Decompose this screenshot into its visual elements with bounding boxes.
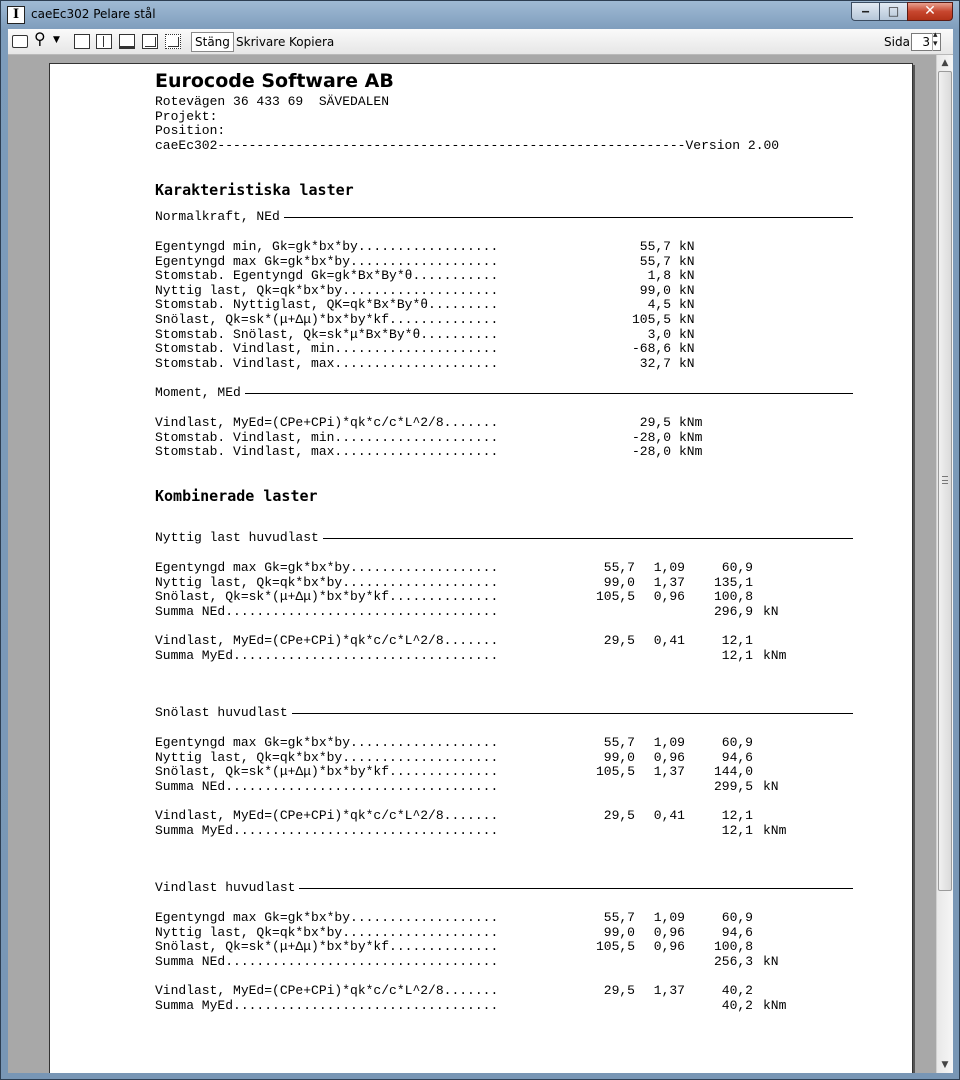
load-description: Stomstab. Nyttiglast, QK=qk*Bx*By*θ......... [155,298,499,313]
load-description: Stomstab. Vindlast, min..................... [155,342,499,357]
load-unit: kN [763,603,779,619]
load-value: -28,0 [631,429,671,445]
page-spinner[interactable] [932,33,941,51]
load-factor: 1,37 [653,574,685,590]
maximize-button[interactable] [879,2,907,21]
preview-area[interactable] [8,55,936,1073]
load-unit: kN [679,253,695,269]
two-page-icon[interactable] [96,34,112,49]
load-description: Nyttig last, Qk=qk*bx*by.................... [155,283,499,298]
load-unit: kNm [763,647,787,663]
load-unit: kNm [679,444,703,460]
load-factor: 1,09 [653,735,685,750]
vertical-scrollbar[interactable] [936,55,953,1073]
load-result: 12,1 [721,633,753,648]
load-value: 32,7 [639,355,671,371]
load-result: 94,6 [721,749,753,765]
subsection-normal-force [155,209,853,231]
load-description: Egentyngd max Gk=gk*bx*by................... [155,911,499,925]
project-label: Projekt: [155,109,218,124]
load-value: 29,5 [639,415,671,430]
load-description: Stomstab. Vindlast, max..................... [155,356,499,371]
load-description: Summa MyEd.................................. [155,998,499,1013]
load-value: 29,5 [603,633,635,648]
load-description: Snölast, Qk=sk*(μ+Δμ)*bx*by*kf.............. [155,940,499,955]
load-unit: kN [679,268,695,284]
load-value: 55,7 [639,253,671,269]
load-unit: kN [679,355,695,371]
load-value: 3,0 [647,326,671,342]
load-unit: kN [763,953,779,969]
chevron-down-icon[interactable]: ▼ [53,35,60,45]
load-description: Vindlast, MyEd=(CPe+CPi)*qk*c/c*L^2/8....... [155,634,499,648]
load-factor: 0,41 [653,808,685,823]
load-factor: 0,96 [653,924,685,940]
subsection-label: Vindlast huvudlast [155,881,299,896]
zoom-icon[interactable]: ⚲ [34,29,46,48]
load-value: -68,6 [631,341,671,357]
load-value: 29,5 [603,808,635,823]
load-description: Summa MyEd.................................. [155,648,499,663]
load-factor: 1,09 [653,560,685,575]
load-description: Egentyngd max Gk=gk*bx*by................... [155,561,499,575]
load-result: 144,0 [713,764,753,780]
load-value: 105,5 [595,939,635,955]
print-icon[interactable] [12,35,28,48]
company-name: Eurocode Software AB [155,70,394,92]
load-factor: 0,96 [653,939,685,955]
load-value: 55,7 [603,560,635,575]
scroll-thumb[interactable] [938,71,952,891]
subsection-combination [155,705,853,727]
report-page [49,63,913,1073]
load-description: Vindlast, MyEd=(CPe+CPi)*qk*c/c*L^2/8....... [155,416,499,430]
grip-icon [942,476,948,484]
section-title-combined: Kombinerade laster [155,487,318,505]
three-page-icon[interactable] [119,34,135,49]
load-factor: 0,96 [653,589,685,605]
load-result: 60,9 [721,560,753,575]
scroll-up-icon[interactable]: ▲ [941,58,949,68]
window-title: caeEc302 Pelare stål [31,7,156,21]
load-description: Summa NEd................................... [155,604,499,619]
load-unit: kNm [763,822,787,838]
load-factor: 0,41 [653,633,685,648]
company-address: Rotevägen 36 433 69 SÄVEDALEN [155,94,390,109]
load-result: 12,1 [721,808,753,823]
close-button[interactable]: Stäng [191,32,234,52]
load-unit: kNm [679,429,703,445]
load-description: Summa NEd................................... [155,779,499,794]
load-unit: kN [679,282,695,298]
page-number-input[interactable]: 3 [911,33,941,51]
load-result: 12,1 [721,647,753,663]
load-description: Stomstab. Vindlast, min..................... [155,430,499,445]
load-description: Stomstab. Snölast, Qk=sk*μ*Bx*By*θ.......... [155,327,499,342]
load-result: 60,9 [721,910,753,925]
load-factor: 1,37 [653,764,685,780]
load-value: 55,7 [639,239,671,254]
close-window-button[interactable] [907,2,953,21]
load-unit: kNm [679,415,703,430]
minimize-button[interactable] [851,2,879,21]
load-result: 256,3 [713,953,753,969]
load-value: 99,0 [603,749,635,765]
load-factor: 1,09 [653,910,685,925]
subsection-moment [155,385,853,407]
load-value: 105,5 [595,589,635,605]
load-result: 135,1 [713,574,753,590]
load-value: 1,8 [647,268,671,284]
load-unit: kN [763,778,779,794]
load-description: Nyttig last, Qk=qk*bx*by.................... [155,925,499,940]
load-value: 105,5 [631,311,671,327]
load-result: 60,9 [721,735,753,750]
load-description: Snölast, Qk=sk*(μ+Δμ)*bx*by*kf.............. [155,590,499,605]
load-description: Nyttig last, Qk=qk*bx*by.................... [155,750,499,765]
load-description: Egentyngd max Gk=gk*bx*by................... [155,736,499,750]
load-value: 29,5 [603,983,635,998]
load-description: Stomstab. Vindlast, max..................... [155,445,499,460]
load-value: 99,0 [603,574,635,590]
scroll-down-icon[interactable]: ▼ [941,1060,949,1070]
load-result: 100,8 [713,939,753,955]
load-value: 55,7 [603,735,635,750]
close-icon: ✕ [924,3,936,19]
load-description: Summa NEd................................... [155,954,499,969]
load-value: -28,0 [631,444,671,460]
maximize-icon: □ [887,4,900,18]
load-value: 105,5 [595,764,635,780]
one-page-icon[interactable] [74,34,90,49]
load-description: Egentyngd max Gk=gk*bx*by................... [155,254,499,269]
load-value: 55,7 [603,910,635,925]
subsection-combination [155,880,853,902]
load-description: Snölast, Qk=sk*(μ+Δμ)*bx*by*kf.............. [155,765,499,780]
load-unit: kN [679,341,695,357]
subsection-label: Nyttig last huvudlast [155,531,323,546]
title-bar[interactable] [1,1,959,29]
load-result: 40,2 [721,983,753,998]
load-description: Egentyngd min, Gk=gk*bx*by.................. [155,240,499,254]
subsection-label: Moment, MEd [155,386,245,401]
load-description: Vindlast, MyEd=(CPe+CPi)*qk*c/c*L^2/8....... [155,984,499,998]
program-version-line: caeEc302------------------------------------------------------------Version 2.00 [155,138,780,153]
minimize-icon: ‒ [861,4,870,18]
load-result: 12,1 [721,822,753,838]
load-value: 4,5 [647,297,671,313]
load-unit: kN [679,239,695,254]
load-result: 100,8 [713,589,753,605]
load-unit: kN [679,326,695,342]
load-result: 296,9 [713,603,753,619]
toolbar [8,29,953,55]
app-icon: I [7,6,25,24]
load-unit: kNm [763,997,787,1013]
load-description: Summa MyEd.................................. [155,823,499,838]
load-factor: 1,37 [653,983,685,998]
load-result: 299,5 [713,778,753,794]
load-description: Nyttig last, Qk=qk*bx*by.................... [155,575,499,590]
copy-button[interactable]: Kopiera [289,35,335,49]
load-unit: kN [679,297,695,313]
subsection-label: Snölast huvudlast [155,706,292,721]
subsection-combination [155,530,853,552]
load-description: Snölast, Qk=sk*(μ+Δμ)*bx*by*kf.............. [155,312,499,327]
section-title-characteristic: Karakteristiska laster [155,181,354,199]
four-page-icon[interactable] [142,34,158,49]
load-result: 94,6 [721,924,753,940]
subsection-label: Normalkraft, NEd [155,210,284,225]
load-value: 99,0 [639,282,671,298]
load-value: 99,0 [603,924,635,940]
position-label: Position: [155,123,226,138]
load-result: 40,2 [721,997,753,1013]
page-label: Sida [884,35,910,49]
load-unit: kN [679,311,695,327]
six-page-icon[interactable] [165,34,181,49]
load-description: Stomstab. Egentyngd Gk=gk*Bx*By*θ........... [155,269,499,284]
divider [155,393,853,394]
load-factor: 0,96 [653,749,685,765]
printer-button[interactable]: Skrivare [236,35,286,49]
window-controls [851,2,953,21]
load-description: Vindlast, MyEd=(CPe+CPi)*qk*c/c*L^2/8....... [155,809,499,823]
